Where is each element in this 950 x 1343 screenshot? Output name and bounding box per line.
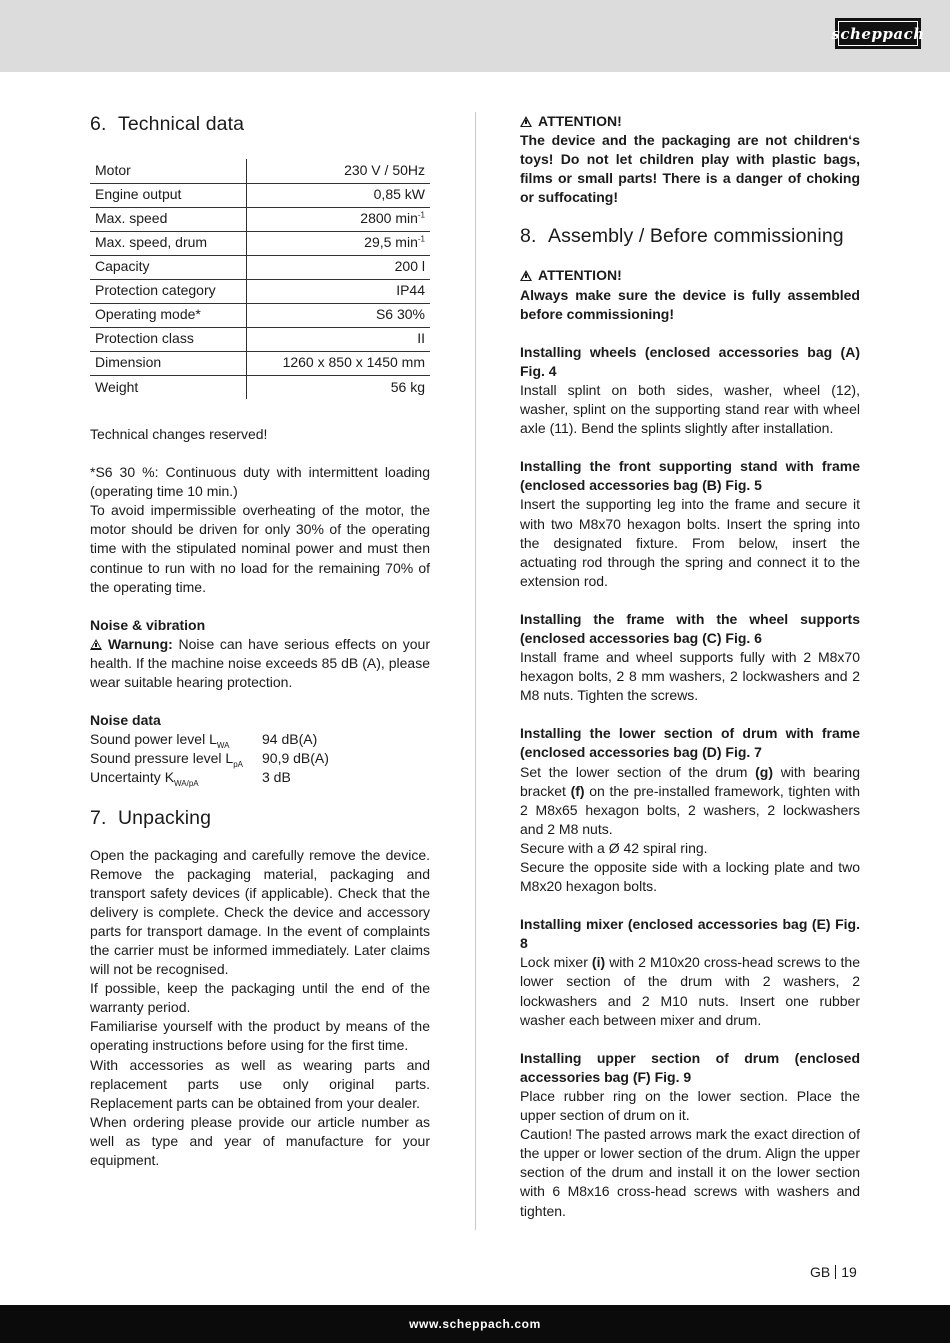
tech-label: Protection class <box>90 327 247 351</box>
s6-footnote: *S6 30 %: Continuous duty with intermittent loading (operating time 10 min.) <box>90 464 430 500</box>
unpacking-paragraph: With accessories as well as wearing parts and replacement parts use only original parts. Replacement parts can be obtained from your dealer. <box>90 1056 430 1111</box>
overheating-note: To avoid impermissible overheating of the motor, the motor should be driven for only 30% of the operating time with the stipulated nominal power and must then continue to run with no load for the remaining 70% of the operating time. <box>90 502 430 595</box>
website-link[interactable]: www.scheppach.com <box>409 1317 541 1331</box>
lower-drum-locking-plate: Secure the opposite side with a locking plate and two M8x20 hexagon bolts. <box>520 859 860 895</box>
tech-value: 200 l <box>247 255 430 279</box>
tech-value: 230 V / 50Hz <box>247 159 430 183</box>
warning-triangle-icon <box>90 639 102 650</box>
frame-wheel-text: Install frame and wheel supports fully with 2 M8x70 hexagon bolts, 2 8 mm washers, 2 lockwashers and 2 M8 nuts. Tighten the screws. <box>520 649 860 704</box>
tech-row <box>90 255 430 279</box>
section-8-heading: 8. Assembly / Before commissioning <box>520 225 844 248</box>
warning-triangle-icon <box>520 116 532 127</box>
scheppach-logo: scheppach <box>835 18 921 49</box>
tech-row <box>90 231 430 255</box>
frame-wheel-heading: Installing the frame with the wheel supports (enclosed accessories bag (C) Fig. 6 <box>520 610 860 646</box>
tech-value: 0,85 kW <box>247 183 430 207</box>
tech-row <box>90 303 430 327</box>
technical-changes-note: Technical changes reserved! <box>90 426 268 442</box>
mixer-heading: Installing mixer (enclosed accessories bag (E) Fig. 8 <box>520 916 860 952</box>
tech-label: Engine output <box>90 183 247 207</box>
attention-text-2: Always make sure the device is fully assembled before commissioning! <box>520 286 860 322</box>
tech-row <box>90 159 430 183</box>
noise-label: Sound power level $L_{WA}$ <box>90 731 230 751</box>
mixer-text: Lock mixer (i) with 2 M10x20 cross-head screws to the lower section of the drum with 2 washers, 2 lockwashers and 2 M10 nuts. Insert one rubber washer each between mixer and drum. <box>520 954 860 1028</box>
upper-drum-heading: Installing upper section of drum (enclosed accessories bag (F) Fig. 9 <box>520 1049 860 1085</box>
attention-text: The device and the packaging are not children‘s toys! Do not let children play with plastic bags, films or small parts! There is a danger of choking or suffocating! <box>520 132 860 206</box>
tech-label: Motor <box>95 162 131 179</box>
noise-data-heading: Noise data <box>90 712 161 729</box>
noise-vibration-heading: Noise & vibration <box>90 616 206 633</box>
lower-drum-text: Set the lower section of the drum (g) with bearing bracket (f) on the pre-installed framework, tighten with 2 M8x65 hexagon bolts, 2 washers, 2 lockwashers and 2 M8 nuts. <box>520 763 860 837</box>
lower-drum-spiral-ring: Secure with a Ø 42 spiral ring. <box>520 839 708 856</box>
tech-value: 1260 x 850 x 1450 mm <box>247 351 430 375</box>
tech-label: Protection category <box>90 279 247 303</box>
right-column <box>520 112 860 1221</box>
upper-drum-text: Place rubber ring on the lower section. Place the upper section of drum on it. <box>520 1087 860 1124</box>
column-divider <box>475 112 476 1230</box>
upper-drum-caution: Caution! The pasted arrows mark the exact direction of the upper or lower section of the drum. Align the upper section of the drum and install it on the lower section with 6 M8x16 cross-head screws with washers and tighten. <box>520 1126 860 1219</box>
tech-label: Max. speed <box>90 207 247 231</box>
unpacking-paragraph: When ordering please provide our article number as well as type and year of manufacture for your equipment. <box>90 1113 430 1168</box>
tech-row <box>90 351 430 375</box>
footer-band <box>0 1305 950 1343</box>
noise-data-list <box>90 730 430 787</box>
wheels-heading: Installing wheels (enclosed accessories bag (A) Fig. 4 <box>520 343 860 379</box>
noise-label: Uncertainty $K_{WA/pA}$ <box>90 769 199 789</box>
tech-row <box>90 375 430 399</box>
tech-value: 56 kg <box>247 375 430 399</box>
noise-value: 90,9 dB(A) <box>262 750 329 767</box>
attention-label-2: ATTENTION! <box>520 266 860 285</box>
tech-value: II <box>247 327 430 351</box>
wheels-text: Install splint on both sides, washer, wheel (12), washer, splint on the supporting stand rear with wheel axle (11). Bend the splints slightly after installation. <box>520 381 860 437</box>
noise-label: Sound pressure level $L_{pA}$ <box>90 750 243 770</box>
tech-row <box>90 279 430 303</box>
left-column <box>90 112 430 1170</box>
warning-triangle-icon <box>520 270 532 281</box>
tech-value: S6 30% <box>247 303 430 327</box>
lower-drum-heading: Installing the lower section of drum with frame (enclosed accessories bag (D) Fig. 7 <box>520 725 860 761</box>
page-number-separator <box>835 1265 836 1279</box>
noise-warning: Warnung: Noise can have serious effects on your health. If the machine noise exceeds 85 dB (A), please wear suitable hearing protection. <box>90 635 430 691</box>
attention-label: ATTENTION! <box>520 112 860 131</box>
section-6-heading: 6. Technical data <box>90 113 245 135</box>
tech-label: Max. speed, drum <box>90 231 247 255</box>
noise-value: 3 dB <box>262 769 291 786</box>
tech-row <box>90 207 430 231</box>
tech-value: IP44 <box>247 279 430 303</box>
noise-value: 94 dB(A) <box>262 731 318 748</box>
unpacking-paragraph: Open the packaging and carefully remove the device. Remove the packaging material, packaging and transport safety devices (if applicable). Check that the delivery is complete. Check the device and accessory parts for transport damage. In the event of complaints the carrier must be informed immediately. Later claims will not be recognised. <box>90 846 430 978</box>
tech-row <box>90 183 430 207</box>
technical-data-table <box>90 159 430 399</box>
tech-label: Dimension <box>90 351 247 375</box>
unpacking-paragraph: If possible, keep the packaging until the end of the warranty period. <box>90 980 430 1016</box>
header-band <box>0 0 950 72</box>
front-stand-text: Insert the supporting leg into the frame and secure it with two M8x70 hexagon bolts. Insert the spring into the designated fixture. From below, insert the actuating rod through the spring and connect it to the extension rod. <box>520 496 860 589</box>
front-stand-heading: Installing the front supporting stand with frame (enclosed accessories bag (B) Fig. 5 <box>520 458 860 494</box>
tech-value: 29,5 $\min^{-1}$ <box>247 231 430 255</box>
unpacking-text <box>90 846 430 1171</box>
tech-label: Operating mode* <box>90 303 247 327</box>
tech-row <box>90 327 430 351</box>
section-7-heading: 7. Unpacking <box>90 806 212 829</box>
unpacking-paragraph: Familiarise yourself with the product by means of the operating instructions before using for the first time. <box>90 1018 430 1054</box>
tech-label: Capacity <box>90 255 247 279</box>
tech-value: 2800 $\min^{-1}$ <box>247 207 430 231</box>
tech-label: Weight <box>90 375 247 399</box>
page-number: GB 19 <box>810 1264 857 1280</box>
